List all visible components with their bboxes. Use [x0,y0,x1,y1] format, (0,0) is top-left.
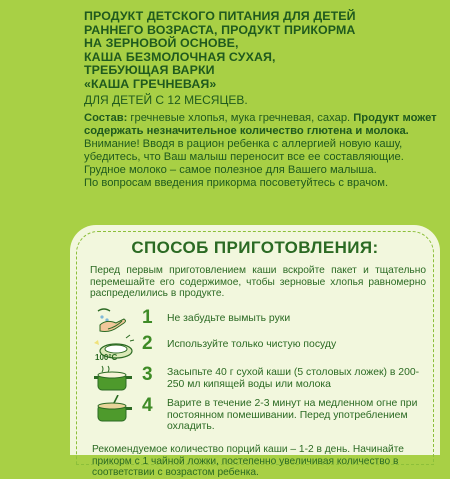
steps-list [92,307,422,433]
title-line-5: ТРЕБУЮЩАЯ ВАРКИ [84,63,215,78]
age-label: ДЛЯ ДЕТЕЙ С 12 МЕСЯЦЕВ. [84,92,248,107]
step-4-text: Варите в течение 2-3 минут на медленном огне при постоянном помешивании. Перед употреблением охладить. [167,398,418,433]
composition-allergen-note: Продукт может содержать незначительное количество глютена и молока. [84,111,437,137]
title-line-2: РАННЕГО ВОЗРАСТА, ПРОДУКТ ПРИКОРМА [84,22,356,37]
composition-text [84,112,440,138]
step-2-text: Используйте только чистую посуду [167,339,337,350]
product-title [84,10,440,92]
step-1-text: Не забудьте вымыть руки [167,313,291,324]
composition-label: Состав: [84,111,128,124]
method-intro: Перед первым приготовлением каши вскройте пакет и тщательно перемешайте его содержимое, чтобы зерновые хлопья равномерно распределились в продукте. [90,265,426,300]
product-info [84,10,440,190]
title-line-3: НА ЗЕРНОВОЙ ОСНОВЕ, [84,36,239,51]
title-line-1: ПРОДУКТ ДЕТСКОГО ПИТАНИЯ ДЛЯ ДЕТЕЙ [84,9,356,23]
warning-allergy: Внимание! Вводя в рацион ребенка с аллергией новую кашу, убедитесь, что Ваш малыш переносит все ее составляющие. [84,137,404,163]
warning-doctor: По вопросам введения прикорма посоветуйтесь с врачом. [84,176,389,189]
step-2-number: 2 [142,333,153,354]
preparation-card [70,225,440,479]
composition-ingredients: гречневые хлопья, мука гречневая, сахар. [127,111,354,124]
step-3-number: 3 [142,364,153,385]
step-3 [92,353,422,395]
step-3-text: Засыпьте 40 г сухой каши (5 столовых ложек) в 200-250 мл кипящей воды или молока [167,367,420,390]
left-background-strip [0,0,70,450]
step-1-number: 1 [142,307,153,328]
step-4 [92,395,422,433]
recommendation-text: Рекомендуемое количество порций каши – 1-2 в день. Начинайте прикорм с 1 чайной ложки, постепенно увеличивая количество в соответствии с возрастом ребенка. [92,444,404,479]
warning-breast-milk: Грудное молоко – самое полезное для Вашего малыша. [84,163,377,176]
step-4-number: 4 [142,395,153,416]
stirring-pot-icon [92,395,138,425]
step-2 [92,333,422,364]
title-line-6: «КАША ГРЕЧНЕВАЯ» [84,76,217,91]
title-line-4: КАША БЕЗМОЛОЧНАЯ СУХАЯ, [84,49,276,64]
method-title: СПОСОБ ПРИГОТОВЛЕНИЯ: [131,238,379,257]
step-1 [92,307,422,333]
boiling-pot-icon [92,364,138,394]
warning-text [84,138,440,190]
boiling-temperature: 100°C [95,353,118,362]
